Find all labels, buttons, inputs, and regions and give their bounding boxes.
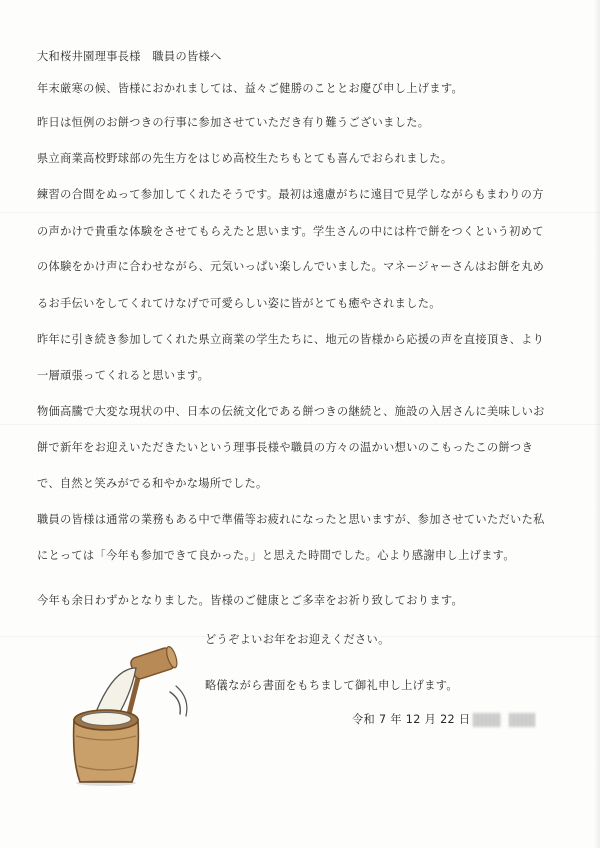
body-line: 昨年に引き続き参加してくれた県立商業の学生たちに、地元の皆様から応援の声を直接頂き、より xyxy=(37,333,545,346)
body-line: の声かけで貴重な体験をさせてもらえたと思います。学生さんの中には杵で餅をつくという初めて xyxy=(37,225,544,238)
body-line: 物価高騰で大変な現状の中、日本の伝統文化である餅つきの継続と、施設の入居さんに美味しいお xyxy=(37,405,545,418)
body-line: 餅で新年をお迎えいただきたいという理事長様や職員の方々の温かい想いのこもったこの餅つき xyxy=(37,441,534,454)
redacted-name xyxy=(509,713,535,727)
body-line: で、自然と笑みがでる和やかな場所でした。 xyxy=(37,477,268,490)
body-line: るお手伝いをしてくれてけなげで可愛らしい姿に皆がとても癒やされました。 xyxy=(37,297,441,310)
mochi-pounding-usu-kine-icon xyxy=(62,640,192,790)
letter-date: 令和 7 年 12 月 22 日 xyxy=(352,713,471,726)
body-line: 県立商業高校野球部の先生方をはじめ高校生たちもとても喜んでおられました。 xyxy=(37,152,453,165)
body-line: 年末厳寒の候、皆様におかれましては、益々ご健勝のこととお慶び申し上げます。 xyxy=(37,82,463,95)
closing-thanks: 略儀ながら書面をもちまして御礼申し上げます。 xyxy=(205,679,458,692)
paper-fold xyxy=(0,212,600,213)
paper-fold xyxy=(0,424,600,425)
body-line: にとっては「今年も参加できて良かった。」と思えた時間でした。心より感謝申し上げます。 xyxy=(37,549,515,562)
redacted-name xyxy=(473,713,501,727)
body-line: 一層頑張ってくれると思います。 xyxy=(37,369,210,382)
closing-greeting: どうぞよいお年をお迎えください。 xyxy=(205,633,390,646)
scan-shadow xyxy=(594,0,600,848)
body-line: 練習の合間をぬって参加してくれたそうです。最初は遠慮がちに遠目で見学しながらもまわりの方 xyxy=(37,188,544,201)
body-line: の体験をかけ声に合わせながら、元気いっぱい楽しんでいました。マネージャーさんはお餅を丸め xyxy=(37,260,545,273)
body-line: 今年も余日わずかとなりました。皆様のご健康とご多幸をお祈り致しております。 xyxy=(37,594,463,607)
body-line: 昨日は恒例のお餅つきの行事に参加させていただき有り難うございました。 xyxy=(37,116,430,129)
addressee: 大和桜井園理事長様 職員の皆様へ xyxy=(37,50,222,63)
body-line: 職員の皆様は通常の業務もある中で準備等お疲れになったと思いますが、参加させていただいた私 xyxy=(37,513,545,526)
